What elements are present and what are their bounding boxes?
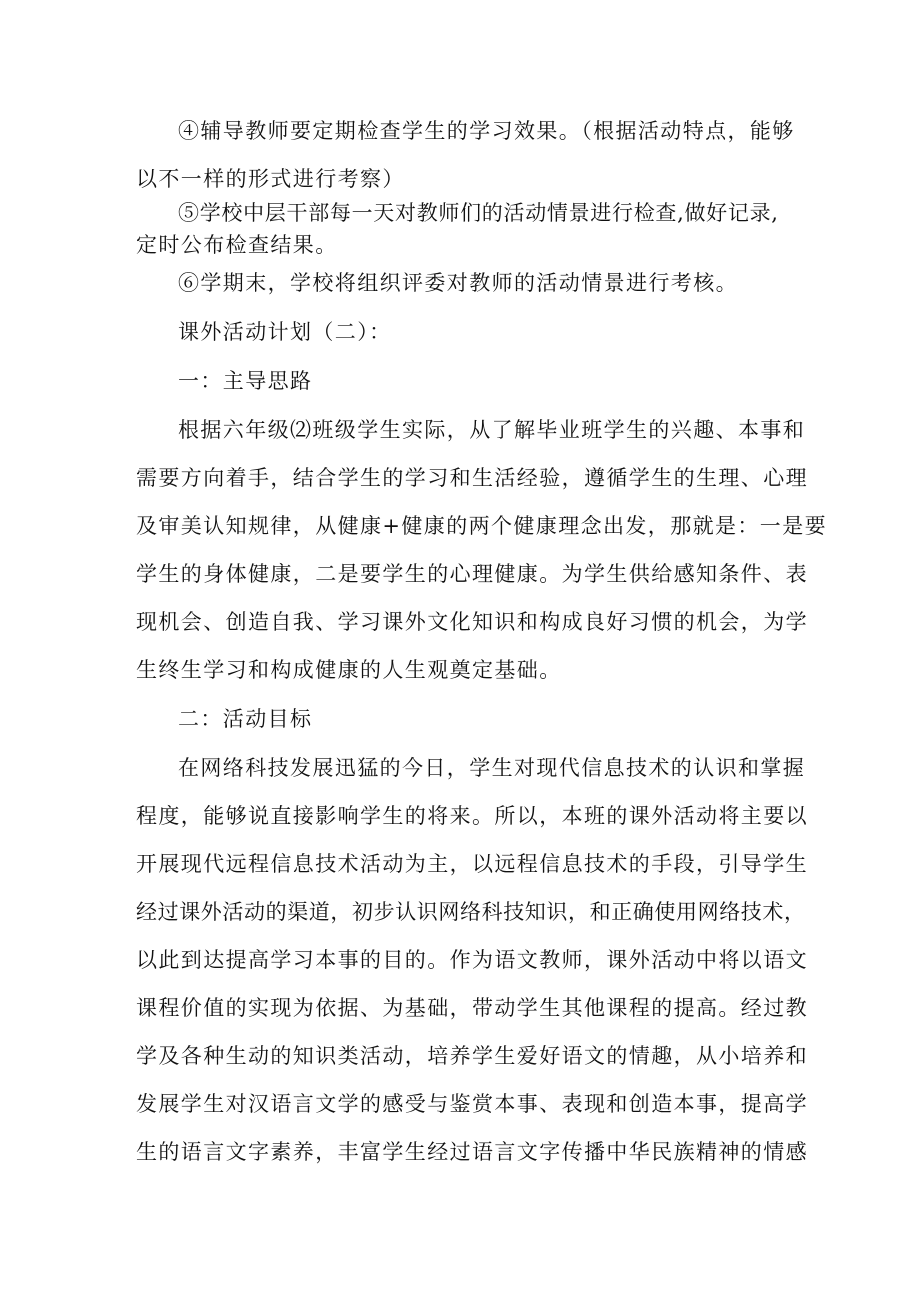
text-line: ⑥学期末，学校将组织评委对教师的活动情景进行考核。 [178, 271, 738, 295]
paragraph-item-4 [136, 116, 795, 194]
paragraph-activity-goals [136, 753, 808, 1167]
text-line: 现机会、创造自我、学习课外文化知识和构成良好习惯的机会，为学 [136, 610, 808, 634]
text-line: 程度，能够说直接影响学生的将来。所以，本班的课外活动将主要以 [136, 804, 808, 828]
text-line: 经过课外活动的渠道，初步认识网络科技知识，和正确使用网络技术， [136, 900, 806, 924]
text-line: ⑤学校中层干部每一天对教师们的活动情景进行检查,做好记录, [178, 201, 779, 225]
text-line: 学及各种生动的知识类活动，培养学生爱好语文的情趣，从小培养和 [136, 1044, 808, 1068]
paragraph-guiding-idea [136, 415, 827, 685]
text-line: 二：活动目标 [178, 707, 313, 731]
text-line: 需要方向着手，结合学生的学习和生活经验，遵循学生的生理、心理 [136, 466, 808, 490]
text-line: 根据六年级⑵班级学生实际，从了解毕业班学生的兴趣、本事和 [178, 418, 806, 442]
text-line: 定时公布检查结果。 [136, 233, 338, 257]
text-line: 学生的身体健康，二是要学生的心理健康。为学生供给感知条件、表 [136, 562, 808, 586]
section-heading-2 [136, 704, 312, 734]
text-line: 以不一样的形式进行考察） [136, 167, 405, 191]
text-line: 以此到达提高学习本事的目的。作为语文教师，课外活动中将以语文 [136, 948, 808, 972]
text-line: 生的语言文字素养，丰富学生经过语言文字传播中华民族精神的情感 [136, 1140, 808, 1164]
text-line: 开展现代远程信息技术活动为主，以远程信息技术的手段，引导学生 [136, 852, 808, 876]
text-line: 及审美认知规律，从健康+健康的两个健康理念出发，那就是：一是要 [136, 514, 827, 538]
text-line: 一：主导思路 [178, 369, 313, 393]
text-line: 在网络科技发展迅猛的今日，学生对现代信息技术的认识和掌握 [178, 756, 806, 780]
paragraph-item-5 [136, 198, 779, 260]
paragraph-item-6 [136, 268, 738, 298]
text-line: 课程价值的实现为依据、为基础，带动学生其他课程的提高。经过教 [136, 996, 808, 1020]
text-line: ④辅导教师要定期检查学生的学习效果。（根据活动特点，能够 [178, 119, 795, 143]
text-line: 生终生学习和构成健康的人生观奠定基础。 [136, 658, 562, 682]
section-heading-1 [136, 366, 312, 396]
text-line: 课外活动计划（二）： [178, 320, 392, 344]
text-line: 发展学生对汉语言文学的感受与鉴赏本事、表现和创造本事，提高学 [136, 1092, 808, 1116]
section-title [136, 317, 392, 347]
